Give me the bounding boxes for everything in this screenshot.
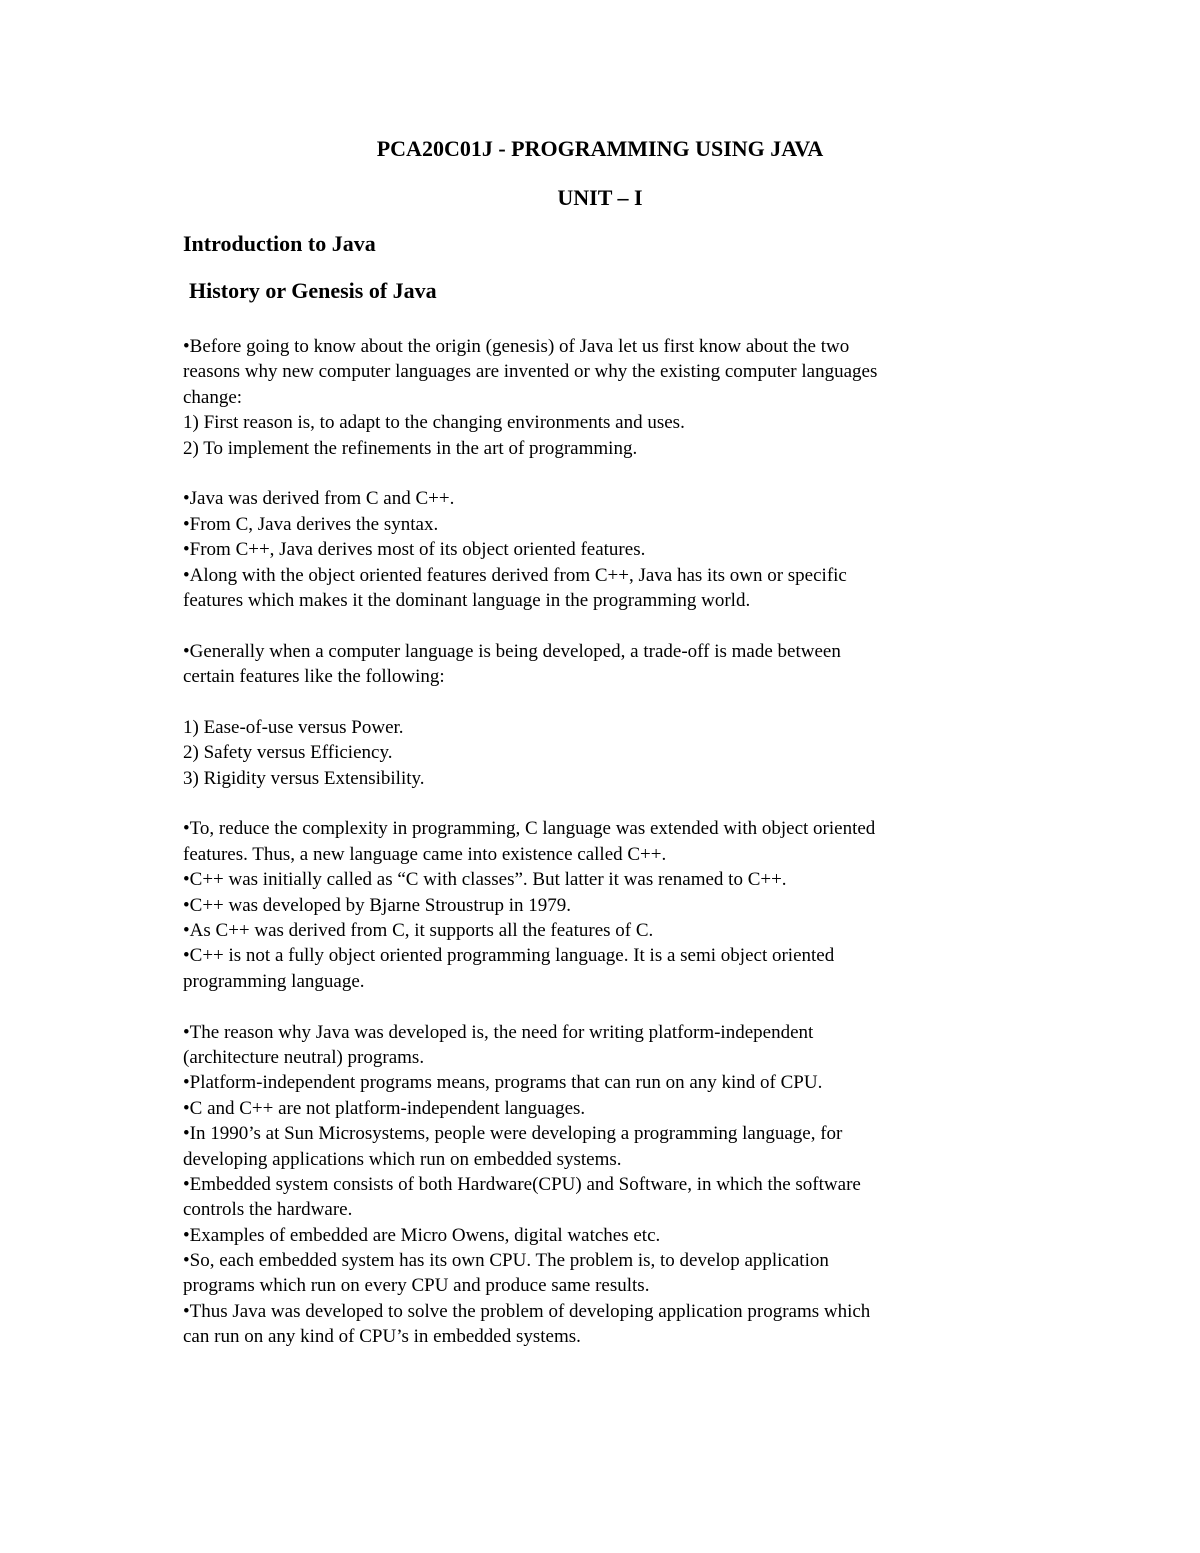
text-line: •Thus Java was developed to solve the problem of developing application programs which (183, 1300, 871, 1322)
paragraph (183, 334, 1013, 461)
text-line: •Examples of embedded are Micro Owens, digital watches etc. (183, 1224, 661, 1246)
text-line: •Along with the object oriented features derived from C++, Java has its own or specific (183, 564, 847, 586)
paragraph-gap (183, 461, 1013, 486)
text-line: 1) Ease-of-use versus Power. (183, 716, 404, 738)
section-heading: Introduction to Java (183, 231, 376, 256)
text-line: developing applications which run on embedded systems. (183, 1148, 622, 1170)
paragraph (183, 715, 1013, 791)
text-line: 1) First reason is, to adapt to the changing environments and uses. (183, 412, 685, 434)
unit-title: UNIT – I (557, 185, 643, 210)
text-line: •Platform-independent programs means, programs that can run on any kind of CPU. (183, 1072, 823, 1094)
text-line: reasons why new computer languages are invented or why the existing computer languages (183, 361, 878, 383)
text-line: •Before going to know about the origin (genesis) of Java let us first know about the two (183, 336, 850, 357)
text-line: 2) Safety versus Efficiency. (183, 742, 393, 764)
text-line: •C++ was developed by Bjarne Stroustrup in 1979. (183, 894, 571, 916)
text-line: features which makes it the dominant language in the programming world. (183, 589, 751, 611)
text-line: 3) Rigidity versus Extensibility. (183, 767, 425, 789)
paragraph (183, 486, 1013, 613)
paragraph (183, 639, 1013, 690)
text-line: •In 1990’s at Sun Microsystems, people were developing a programming language, for (183, 1123, 843, 1145)
text-line: controls the hardware. (183, 1199, 353, 1221)
document-title: PCA20C01J - PROGRAMMING USING JAVA (376, 136, 824, 161)
text-line: •From C++, Java derives most of its object oriented features. (183, 539, 646, 561)
text-line: programming language. (183, 970, 365, 992)
text-line: programs which run on every CPU and produce same results. (183, 1275, 650, 1297)
text-line: •From C, Java derives the syntax. (183, 513, 439, 535)
text-line: •C and C++ are not platform-independent languages. (183, 1097, 586, 1119)
paragraph-gap (183, 994, 1013, 1019)
text-line: certain features like the following: (183, 666, 445, 688)
paragraph-gap (183, 689, 1013, 714)
text-line: •Generally when a computer language is being developed, a trade-off is made between (183, 640, 841, 662)
text-line: change: (183, 386, 243, 408)
paragraph-gap (183, 613, 1013, 638)
text-line: •Embedded system consists of both Hardware(CPU) and Software, in which the software (183, 1173, 861, 1195)
text-line: (architecture neutral) programs. (183, 1046, 425, 1068)
text-line: •Java was derived from C and C++. (183, 488, 455, 510)
text-line: •The reason why Java was developed is, the need for writing platform-independent (183, 1021, 814, 1043)
paragraph (183, 1020, 1013, 1350)
text-line: •To, reduce the complexity in programming, C language was extended with object oriented (183, 818, 876, 840)
text-line: features. Thus, a new language came into existence called C++. (183, 843, 667, 865)
paragraph (183, 816, 1013, 994)
text-line: •As C++ was derived from C, it supports all the features of C. (183, 919, 654, 941)
body-text (183, 334, 1013, 1350)
text-line: •C++ was initially called as “C with classes”. But latter it was renamed to C++. (183, 869, 787, 891)
text-line: 2) To implement the refinements in the art of programming. (183, 437, 638, 459)
text-line: •So, each embedded system has its own CPU. The problem is, to develop application (183, 1250, 829, 1272)
sub-heading: History or Genesis of Java (189, 278, 437, 303)
paragraph-gap (183, 791, 1013, 816)
text-line: can run on any kind of CPU’s in embedded systems. (183, 1326, 581, 1348)
text-line: •C++ is not a fully object oriented programming language. It is a semi object oriented (183, 945, 835, 967)
